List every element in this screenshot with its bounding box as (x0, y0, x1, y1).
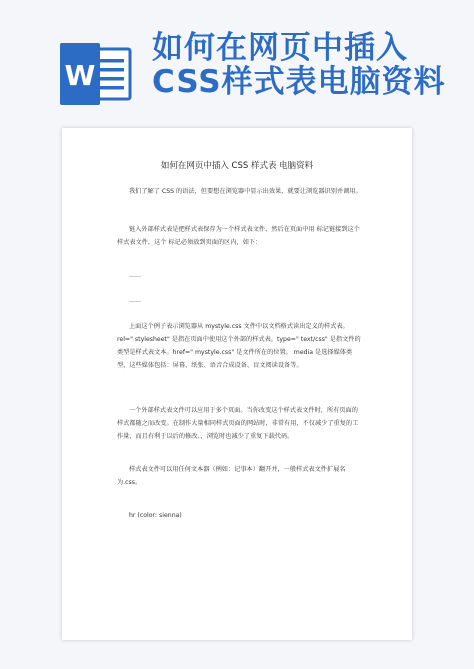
banner-header (0, 0, 474, 130)
document-title: 如何在网页中插入 CSS 样式表 电脑资料 (160, 161, 314, 171)
code-placeholder-1: …… (129, 272, 141, 279)
paragraph-2: 链入外部样式表是把样式表保存为一个样式表文件，然后在页面中用 标记链接到这个样式表文件，这个 标记必须放到页面的区内，如下： (117, 226, 360, 246)
paragraph-6: hr (color: sienna) (129, 512, 182, 519)
word-document-icon (60, 43, 132, 105)
banner-title-line-2: CSS样式表电脑资料 (152, 64, 446, 100)
paragraph-4: 一个外部样式表文件可以应用于多个页面。当你改变这个样式表文件时，所有页面的样式都随之而改变。在制作大量相同样式页面的网站时，非常有用，不仅减少了重复的工作量，而且有利于以后的修改、，浏览时也减少了重复下载代码。 (117, 407, 359, 440)
paragraph-5: 样式表文件可以用任何文本器（例如：记事本）翻开并，一般样式表文件扩展名为.css。 (117, 466, 346, 486)
code-placeholder-2: …… (129, 297, 141, 304)
logo-letter: W (64, 59, 96, 92)
document-page (62, 128, 412, 640)
paragraph-3: 上面这个例子表示浏览器从 mystyle.css 文件中以文档格式读出定义的样式表。rel=" stylesheet" 是指在页面中使用这个外部的样式表。type=" text/css" 是指文件的类型是样式表文本。href=" mystyle.css" 是文件所在的位置。 media 是选择媒体类型，这些媒体包括：屏幕、纸张、语音合成设备、盲文阅读设备等。 (117, 323, 361, 369)
paragraph-1: 我们了解了 CSS 的语法，但要想在浏览器中显示出效果，就要让浏览器识别并调用。 (129, 188, 362, 195)
banner-title-line-1: 如何在网页中插入 (152, 30, 408, 66)
